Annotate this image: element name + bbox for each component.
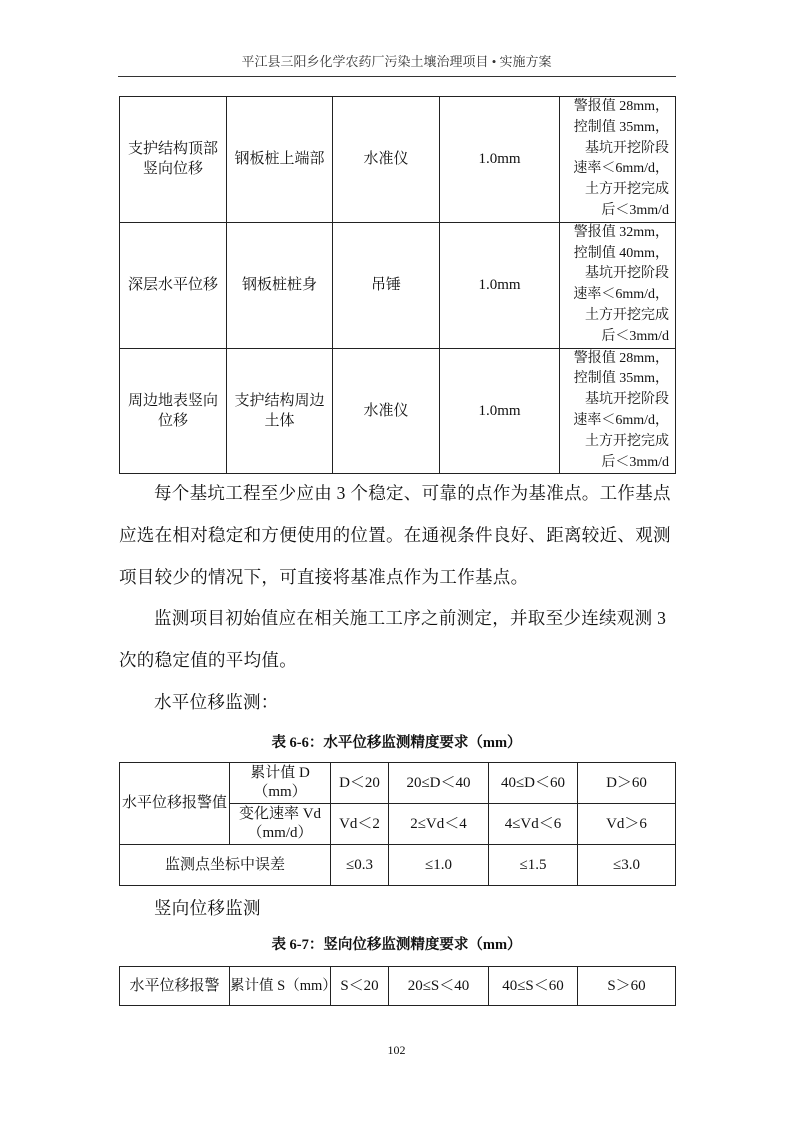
- limit-line: 后＜3mm/d: [601, 202, 669, 218]
- limit-line: 基坑开挖阶段: [585, 392, 669, 408]
- location-cell: 支护结构周边土体: [227, 348, 333, 474]
- error-label: 监测点坐标中误差: [120, 845, 331, 886]
- page-header: 平江县三阳乡化学农药厂污染土壤治理项目 • 实施方案: [241, 54, 552, 69]
- limit-line: 警报值 28mm，: [573, 99, 669, 114]
- cell: 40≤S＜60: [489, 967, 578, 1006]
- cell: Vd＜2: [331, 804, 389, 845]
- limit-line: 土方开挖完成: [585, 307, 669, 323]
- item-cell: 支护结构顶部竖向位移: [120, 97, 227, 223]
- cell: 4≤Vd＜6: [489, 804, 578, 845]
- cell: ≤1.0: [389, 845, 489, 886]
- cum-label: 累计值 S（mm）: [230, 967, 331, 1006]
- limit-line: 土方开挖完成: [585, 182, 669, 198]
- section-heading-vertical: 竖向位移监测: [154, 898, 261, 918]
- limit-line: 警报值 32mm，: [573, 224, 669, 240]
- cum-label: 累计值 D（mm）: [230, 763, 331, 804]
- instrument-cell: 吊锤: [333, 222, 440, 348]
- cell: ≤1.5: [489, 845, 578, 886]
- horizontal-precision-table: [119, 762, 676, 886]
- limits-cell: [560, 97, 676, 223]
- instrument-cell: 水准仪: [333, 97, 440, 223]
- limit-line: 控制值 40mm，: [573, 245, 669, 261]
- table-caption-6-6: 表 6-6：水平位移监测精度要求（mm）: [271, 735, 522, 751]
- limit-line: 后＜3mm/d: [601, 454, 669, 470]
- paragraph-benchmark: 每个基坑工程至少应由 3 个稳定、可靠的点作为基准点。工作基点应选在相对稳定和方便使用的位置。在通视条件良好、距离较近、观测项目较少的情况下，可直接将基准点作为工作基点。: [119, 483, 671, 587]
- precision-cell: 1.0mm: [440, 222, 560, 348]
- location-cell: 钢板桩桩身: [227, 222, 333, 348]
- limit-line: 后＜3mm/d: [601, 328, 669, 344]
- limit-line: 控制值 35mm，: [573, 119, 669, 135]
- table-row: [120, 348, 676, 474]
- cell: 20≤D＜40: [389, 763, 489, 804]
- cell: 20≤S＜40: [389, 967, 489, 1006]
- location-cell: 钢板桩上端部: [227, 97, 333, 223]
- limit-line: 基坑开挖阶段: [585, 266, 669, 282]
- vertical-precision-table: [119, 966, 676, 1006]
- limit-line: 速率＜6mm/d，: [573, 287, 669, 303]
- limit-line: 速率＜6mm/d，: [573, 412, 669, 428]
- cell: S＜20: [331, 967, 389, 1006]
- row-header: 水平位移报警: [120, 967, 230, 1006]
- rate-label: 变化速率 Vd（mm/d）: [230, 804, 331, 845]
- row-header: 水平位移报警值: [120, 763, 230, 845]
- limit-line: 控制值 35mm，: [573, 371, 669, 387]
- cell: Vd＞6: [578, 804, 676, 845]
- monitoring-table: [119, 96, 676, 474]
- precision-cell: 1.0mm: [440, 348, 560, 474]
- cell: D＞60: [578, 763, 676, 804]
- table-row: [120, 222, 676, 348]
- precision-cell: 1.0mm: [440, 97, 560, 223]
- table-caption-6-7: 表 6-7：竖向位移监测精度要求（mm）: [271, 937, 522, 953]
- limit-line: 土方开挖完成: [585, 433, 669, 449]
- header-divider: [118, 76, 676, 77]
- limits-cell: [560, 222, 676, 348]
- limit-line: 速率＜6mm/d，: [573, 161, 669, 177]
- cell: 2≤Vd＜4: [389, 804, 489, 845]
- item-cell: 周边地表竖向位移: [120, 348, 227, 474]
- limits-cell: [560, 348, 676, 474]
- limit-line: 基坑开挖阶段: [585, 140, 669, 156]
- table-row: [120, 97, 676, 223]
- cell: S＞60: [578, 967, 676, 1006]
- item-cell: 深层水平位移: [120, 222, 227, 348]
- page-number: 102: [387, 1043, 406, 1057]
- cell: D＜20: [331, 763, 389, 804]
- cell: ≤3.0: [578, 845, 676, 886]
- section-heading-horizontal: 水平位移监测：: [154, 692, 279, 712]
- paragraph-initial-value: 监测项目初始值应在相关施工工序之前测定，并取至少连续观测 3 次的稳定值的平均值。: [119, 608, 667, 670]
- instrument-cell: 水准仪: [333, 348, 440, 474]
- limit-line: 警报值 28mm，: [573, 350, 669, 366]
- cell: 40≤D＜60: [489, 763, 578, 804]
- cell: ≤0.3: [331, 845, 389, 886]
